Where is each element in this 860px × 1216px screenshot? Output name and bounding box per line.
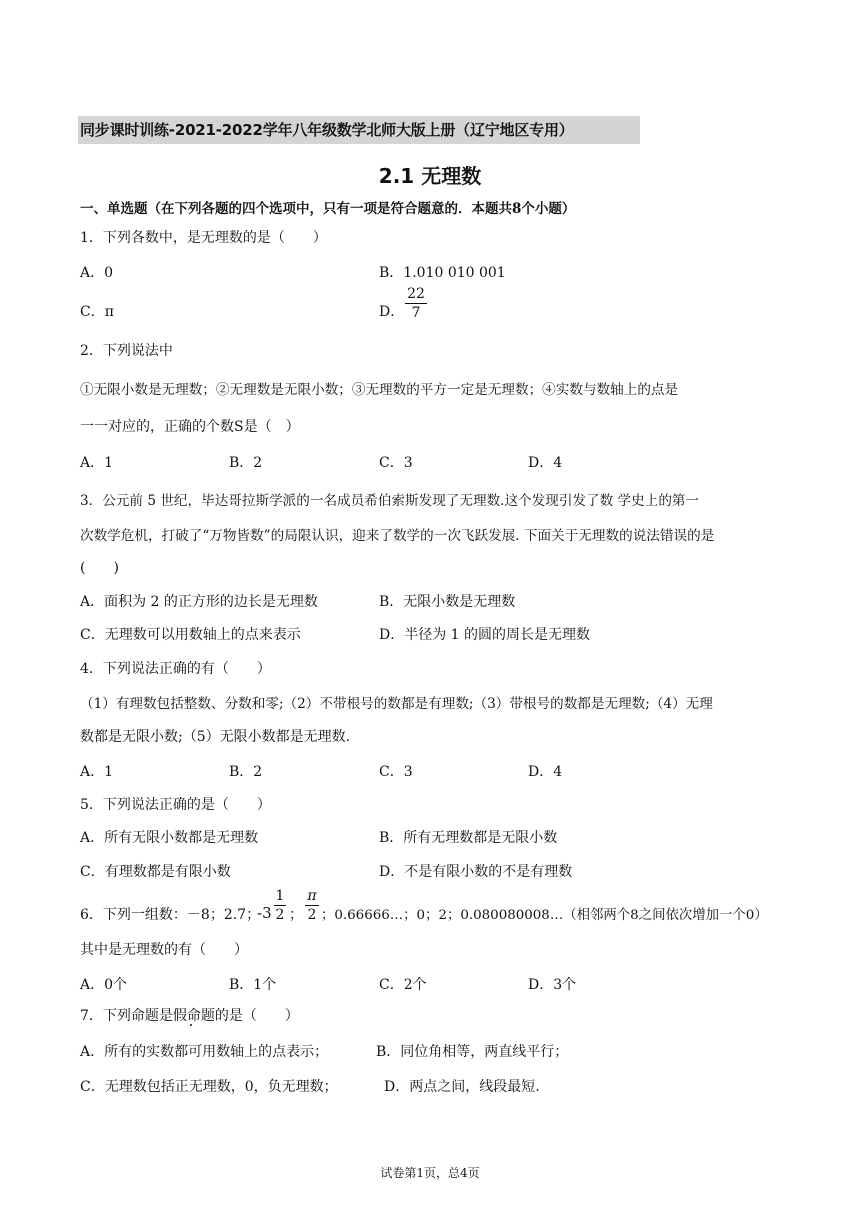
question-1-option-c[interactable]: C．π (80, 304, 114, 320)
question-1-option-d-label: D． (379, 304, 405, 320)
question-7-option-b[interactable]: B．同位角相等，两直线平行； (376, 1044, 569, 1060)
question-1-option-b[interactable]: B．1.010 010 001 (379, 265, 506, 281)
question-2-option-c[interactable]: C．3 (379, 455, 413, 471)
section-title: 一、单选题（在下列各题的四个选项中，只有一项是符合题意的．本题共8个小题） (80, 201, 576, 217)
question-6-option-c[interactable]: C．2个 (379, 977, 427, 993)
question-1-stem: 1．下列各数中，是无理数的是（ ） (80, 230, 327, 246)
fraction-numerator: 1 (275, 888, 285, 904)
question-4-line-2: 数都是无限小数;（5）无限小数都是无理数. (80, 729, 351, 745)
question-2-line-1: ①无限小数是无理数；②无理数是无限小数；③无理数的平方一定是无理数；④实数与数轴上的点是 (80, 382, 679, 398)
question-7-option-c[interactable]: C．无理数包括正无理数，0，负无理数； (80, 1079, 338, 1095)
question-6-line-2: 其中是无理数的有（ ） (80, 942, 248, 958)
question-4-option-b[interactable]: B．2 (229, 764, 263, 780)
question-6-pi-fraction (305, 889, 319, 922)
page-title: 2.1 无理数 (378, 164, 482, 188)
question-3-line-1: 3．公元前 5 世纪，毕达哥拉斯学派的一名成员希伯索斯发现了无理数.这个发现引发了数 学史上的第一 (80, 493, 700, 509)
emphasis-dot (190, 1024, 192, 1026)
question-4-option-d[interactable]: D．4 (528, 764, 563, 780)
question-3-line-3: ( ) (80, 560, 119, 576)
question-6-mixed-fraction (274, 889, 286, 922)
question-5-option-b[interactable]: B．所有无理数都是无限小数 (379, 830, 558, 846)
question-3-option-b[interactable]: B．无限小数是无理数 (379, 594, 516, 610)
question-2-option-a[interactable]: A．1 (80, 455, 114, 471)
question-3-option-c[interactable]: C．无理数可以用数轴上的点来表示 (80, 627, 301, 643)
question-6-option-d[interactable]: D．3个 (528, 977, 577, 993)
question-1-fraction (405, 287, 427, 320)
question-6-option-a[interactable]: A．0个 (80, 977, 128, 993)
question-7-option-d[interactable]: D．两点之间，线段最短. (384, 1079, 540, 1095)
question-5-option-d[interactable]: D．不是有限小数的不是有理数 (379, 864, 573, 880)
question-1-option-d[interactable] (379, 301, 404, 321)
question-3-option-d[interactable]: D．半径为 1 的圆的周长是无理数 (379, 627, 591, 643)
fraction-bar (305, 905, 319, 906)
fraction-bar (405, 303, 427, 304)
exam-header: 同步课时训练-2021-2022学年八年级数学北师大版上册（辽宁地区专用） (80, 121, 574, 139)
fraction-denominator: 2 (275, 907, 285, 923)
fraction-denominator: 2 (307, 907, 317, 923)
fraction-numerator: 22 (407, 286, 425, 302)
fraction-bar (274, 905, 286, 906)
question-4-option-a[interactable]: A．1 (80, 764, 114, 780)
page-footer: 试卷第1页，总4页 (380, 1166, 480, 1180)
question-3-option-a[interactable]: A．面积为 2 的正方形的边长是无理数 (80, 594, 318, 610)
question-2-line-2: 一一对应的，正确的个数S是（ ） (80, 419, 300, 435)
question-2-option-d[interactable]: D．4 (528, 455, 563, 471)
fraction-numerator: π (307, 888, 317, 904)
question-2-stem: 2．下列说法中 (80, 343, 173, 359)
question-4-stem: 4．下列说法正确的有（ ） (80, 661, 271, 677)
question-7-stem: 7．下列命题是假命题的是（ ） (80, 1008, 299, 1024)
question-5-option-a[interactable]: A．所有无限小数都是无理数 (80, 830, 259, 846)
question-4-line-1: （1）有理数包括整数、分数和零;（2）不带根号的数都是有理数;（3）带根号的数都是无理数;（4）无理 (80, 696, 713, 712)
question-5-stem: 5．下列说法正确的是（ ） (80, 797, 271, 813)
question-6-separator: ； (289, 907, 303, 923)
question-2-option-b[interactable]: B．2 (229, 455, 263, 471)
question-5-option-c[interactable]: C．有理数都是有限小数 (80, 864, 231, 880)
question-4-option-c[interactable]: C．3 (379, 764, 413, 780)
question-6-mixed-whole: -3 (257, 904, 272, 922)
question-6-prefix: 6．下列一组数：－8；2.7； (80, 907, 261, 923)
question-6-option-b[interactable]: B．1个 (229, 977, 277, 993)
fraction-denominator: 7 (411, 305, 421, 321)
question-3-line-2: 次数学危机，打破了“万物皆数”的局限认识，迎来了数学的一次飞跃发展. 下面关于无理数的说法错误的是 (80, 528, 715, 544)
question-1-option-a[interactable]: A．0 (80, 265, 114, 281)
question-6-suffix: ；0.66666…；0；2；0.080080008…（相邻两个8之间依次增加一个0） (321, 908, 768, 923)
question-7-option-a[interactable]: A．所有的实数都可用数轴上的点表示； (80, 1044, 329, 1060)
